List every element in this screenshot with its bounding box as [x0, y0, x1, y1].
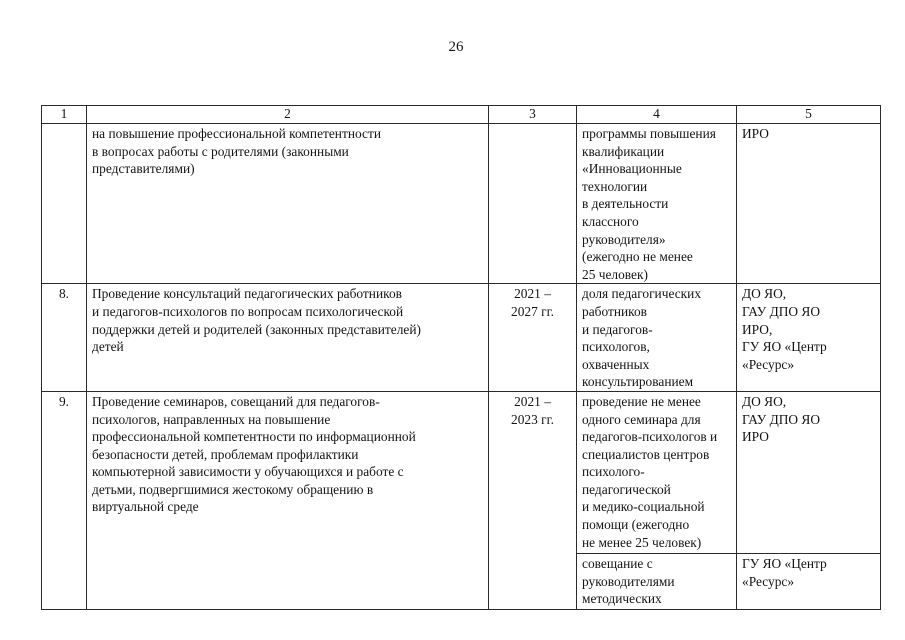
period-cell: [489, 124, 577, 284]
indicator-cell: проведение не менее одного семинара для педагогов-психологов и специалистов центров психолого- педагогической и медико-социальной помощи (ежегодно не менее 25 человек): [577, 391, 737, 553]
event-cell: на повышение профессиональной компетентности в вопросах работы с родителями (законными представителями): [87, 124, 489, 284]
column-header-4: 4: [577, 106, 737, 124]
action-plan-table: [41, 105, 881, 610]
period-cell: 2021 – 2023 гг.: [489, 391, 577, 609]
indicator-cell: доля педагогических работников и педагогов- психологов, охваченных консультированием: [577, 284, 737, 392]
column-header-1: 1: [42, 106, 87, 124]
event-cell: Проведение консультаций педагогических работников и педагогов-психологов по вопросам психологической поддержки детей и родителей (законных представителей) детей: [87, 284, 489, 392]
table-row: [42, 124, 881, 284]
table-row: [42, 284, 881, 392]
column-header-5: 5: [737, 106, 881, 124]
page-number: 26: [448, 39, 464, 55]
indicator-cell: программы повышения квалификации «Инновационные технологии в деятельности классного руководителя» (ежегодно не менее 25 человек): [577, 124, 737, 284]
period-cell: 2021 – 2027 гг.: [489, 284, 577, 392]
executor-cell: ГУ ЯО «Центр «Ресурс»: [737, 553, 881, 609]
event-cell: Проведение семинаров, совещаний для педагогов- психологов, направленных на повышение профессиональной компетентности по информационной безопасности детей, проблемам профилактики компьютерной зависимости у обучающихся и работе с детьми, подвергшимися жестокому обращению в виртуальной среде: [87, 391, 489, 609]
table-header-row: [42, 106, 881, 124]
executor-cell: ДО ЯО, ГАУ ДПО ЯО ИРО: [737, 391, 881, 553]
row-number: [42, 124, 87, 284]
table-row: [42, 391, 881, 553]
column-header-2: 2: [87, 106, 489, 124]
row-number: 9.: [42, 391, 87, 609]
indicator-cell: совещание с руководителями методических: [577, 553, 737, 609]
executor-cell: ДО ЯО, ГАУ ДПО ЯО ИРО, ГУ ЯО «Центр «Ресурс»: [737, 284, 881, 392]
executor-cell: ИРО: [737, 124, 881, 284]
row-number: 8.: [42, 284, 87, 392]
column-header-3: 3: [489, 106, 577, 124]
